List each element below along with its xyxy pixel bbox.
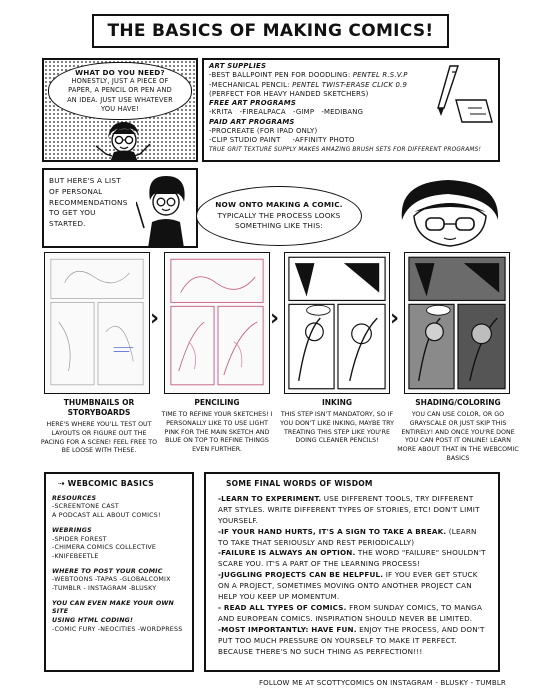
peeking-character-illustration bbox=[392, 176, 510, 248]
pen-line: -BEST BALLPOINT PEN FOR DOODLING: bbox=[209, 71, 351, 80]
webcomic-basics-title: WEBCOMIC BASICS bbox=[67, 479, 154, 488]
platform-item: -WEBTOONS -TAPAS -GLOBALCOMIX bbox=[52, 576, 171, 584]
wisdom-item-bold: -LEARN TO EXPERIMENT. bbox=[218, 493, 322, 503]
arrow-icon: ⇢ bbox=[58, 479, 65, 488]
own-site-heading-2: USING HTML CODING! bbox=[52, 617, 134, 625]
step-arrow-1: › bbox=[150, 306, 160, 331]
wisdom-item-text: THE WORD "FAILURE" SHOULDN'T SCARE YOU. IT'S A PART OF THE LEARNING PROCESS! bbox=[218, 548, 486, 569]
wisdom-item bbox=[218, 548, 488, 570]
intro-question: WHAT DO YOU NEED? bbox=[75, 67, 165, 77]
step-thumbnails bbox=[40, 398, 158, 456]
wisdom-item-bold: -JUGGLING PROJECTS CAN BE HELPFUL. bbox=[218, 570, 384, 580]
free-programs-list: -KRITA -FIREALPACA -GIMP -MEDIBANG bbox=[209, 108, 364, 117]
artist-character-illustration bbox=[88, 116, 158, 162]
step-description: YOU CAN USE COLOR, OR GO GRAYSCALE OR JUST SKIP THIS ENTIRELY! AND ONCE YOU'RE DONE YOU CAN POST IT ONLINE! LEARN MORE ABOUT THAT IN THE WEBCOMIC BASICS bbox=[397, 411, 519, 462]
thumbnails-sample-page bbox=[44, 252, 150, 394]
wisdom-item bbox=[218, 625, 488, 658]
page-title: THE BASICS OF MAKING COMICS! bbox=[107, 21, 434, 41]
own-site-item: -COMIC FURY -NEOCITIES -WORDPRESS bbox=[52, 625, 183, 633]
step-description: HERE'S WHERE YOU'LL TEST OUT LAYOUTS OR FIGURE OUT THE PACING FOR A SCENE! FEEL FREE TO BE LOOSE WITH THESE. bbox=[40, 421, 158, 455]
paid-program-2: -CLIP STUDIO PAINT -AFFINITY PHOTO bbox=[209, 136, 355, 145]
wisdom-item-text: USE DIFFERENT TOOLS, TRY DIFFERENT ART STYLES. WRITE DIFFERENT TYPES OF STORIES, ETC! DON'T LIMIT YOURSELF. bbox=[218, 493, 480, 525]
wisdom-item-text: FROM SUNDAY COMICS, TO MANGA AND EUROPEAN COMICS. INSPIRATION SHOULD NEVER BE LIMITED. bbox=[218, 602, 483, 623]
webring-item: -SPIDER FOREST bbox=[52, 535, 107, 543]
resource-item: A PODCAST ALL ABOUT COMICS! bbox=[52, 512, 161, 520]
wisdom-item-text: (LEARN TO TAKE THAT SERIOUSLY AND REST PERIODICALLY) bbox=[218, 526, 477, 547]
resources-heading: RESOURCES bbox=[52, 494, 97, 502]
wisdom-item-bold: -FAILURE IS ALWAYS AN OPTION. bbox=[218, 548, 356, 558]
penciling-sample-page bbox=[164, 252, 270, 394]
wisdom-item-text: ENJOY THE PROCESS, AND DON'T PUT TOO MUCH PRESSURE ON YOURSELF TO MAKE IT PERFECT. BECAUSE THERE'S NO SUCH THING AS PERFECTION!!! bbox=[218, 624, 485, 656]
step-title: PENCILING bbox=[194, 398, 240, 407]
process-intro-rest: TYPICALLY THE PROCESS LOOKS SOMETHING LIKE THIS: bbox=[217, 210, 341, 231]
step-description: THIS STEP ISN'T MANDATORY, SO IF YOU DON'T LIKE INKING, MAYBE TRY TREATING THIS STEP LIKE YOU'RE DOING CLEANER PENCILS! bbox=[280, 411, 394, 445]
intro-panel bbox=[42, 58, 198, 162]
shading-sample-page bbox=[404, 252, 510, 394]
step-description: TIME TO REFINE YOUR SKETCHES! I PERSONALLY LIKE TO USE LIGHT PINK FOR THE MAIN SKETCH AND BLUE ON TOP TO REFINE THINGS EVEN FURTHER. bbox=[161, 411, 273, 454]
wisdom-item-bold: -MOST IMPORTANTLY: HAVE FUN. bbox=[218, 624, 357, 634]
wisdom-item bbox=[218, 603, 488, 625]
wisdom-item-bold: -IF YOUR HAND HURTS, IT'S A SIGN TO TAKE A BREAK. bbox=[218, 526, 447, 536]
wisdom-panel bbox=[204, 472, 500, 672]
webrings-heading: WEBRINGS bbox=[52, 526, 92, 534]
webring-item: -CHIMERA COMICS COLLECTIVE bbox=[52, 544, 157, 552]
pencil-note: (PERFECT FOR HEAVY HANDED SKETCHERS) bbox=[209, 89, 369, 98]
pencil-line: -MECHANICAL PENCIL: bbox=[209, 80, 290, 89]
webcomic-basics-title-row bbox=[58, 480, 186, 489]
step-inking bbox=[278, 398, 396, 446]
intro-bubble bbox=[48, 62, 192, 120]
recommendations-panel bbox=[42, 168, 198, 248]
step-title: INKING bbox=[321, 398, 353, 407]
wisdom-item-text: IF YOU EVER GET STUCK ON A PROJECT, SOMETIMES MOVING ONTO ANOTHER PROJECT CAN HELP YOU KEEP UP MOMENTUM. bbox=[218, 570, 478, 602]
webcomic-basics-panel bbox=[44, 472, 194, 672]
art-supplies-heading: ART SUPPLIES bbox=[209, 62, 267, 70]
free-programs-heading: FREE ART PROGRAMS bbox=[209, 99, 296, 108]
webring-item: -KNIFEBEETLE bbox=[52, 552, 99, 560]
intro-answer: HONESTLY, JUST A PIECE OF PAPER, A PENCIL OR PEN AND AN IDEA. JUST USE WHATEVER YOU HAVE! bbox=[67, 77, 173, 113]
pointing-character-illustration bbox=[136, 172, 198, 248]
recommendations-text: BUT HERE'S A LIST OF PERSONAL RECOMMENDATIONS TO GET YOU STARTED. bbox=[49, 176, 128, 229]
platform-item: -TUMBLR - INSTAGRAM -BLUSKY bbox=[52, 585, 157, 593]
where-to-post-heading: WHERE TO POST YOUR COMIC bbox=[52, 567, 163, 575]
step-title: THUMBNAILS OR STORYBOARDS bbox=[63, 398, 135, 417]
pencil-name: PENTEL TWIST-ERASE CLICK 0.9 bbox=[292, 80, 408, 89]
step-penciling bbox=[158, 398, 276, 455]
process-intro-bold: NOW ONTO MAKING A COMIC. bbox=[215, 200, 343, 210]
wisdom-title: SOME FINAL WORDS OF WISDOM bbox=[226, 479, 373, 488]
brush-note: TRUE GRIT TEXTURE SUPPLY MAKES AMAZING BRUSH SETS FOR DIFFERENT PROGRAMS! bbox=[209, 146, 482, 153]
wisdom-item bbox=[218, 570, 488, 603]
wisdom-item bbox=[218, 494, 488, 527]
step-arrow-3: › bbox=[390, 306, 400, 331]
resource-item: -SCREENTONE CAST bbox=[52, 503, 119, 511]
supplies-panel bbox=[202, 58, 500, 162]
page-title-box bbox=[92, 14, 449, 48]
paid-program-1: -PROCREATE (FOR IPAD ONLY) bbox=[209, 127, 318, 136]
paid-programs-heading: PAID ART PROGRAMS bbox=[209, 117, 295, 126]
step-shading bbox=[396, 398, 520, 464]
inking-sample-page bbox=[284, 252, 390, 394]
pen-name: PENTEL R.S.V.P bbox=[352, 71, 408, 80]
step-title: SHADING/COLORING bbox=[415, 398, 501, 407]
wisdom-item bbox=[218, 527, 488, 549]
pen-and-tablet-illustration bbox=[432, 64, 494, 126]
step-arrow-2: › bbox=[270, 306, 280, 331]
process-intro-bubble bbox=[196, 186, 362, 246]
footer-credit: FOLLOW ME AT SCOTTYCOMICS ON INSTAGRAM - BLUSKY - TUMBLR bbox=[258, 679, 506, 687]
own-site-heading: YOU CAN EVEN MAKE YOUR OWN SITE bbox=[52, 599, 175, 616]
wisdom-item-bold: - READ ALL TYPES OF COMICS. bbox=[218, 602, 347, 612]
